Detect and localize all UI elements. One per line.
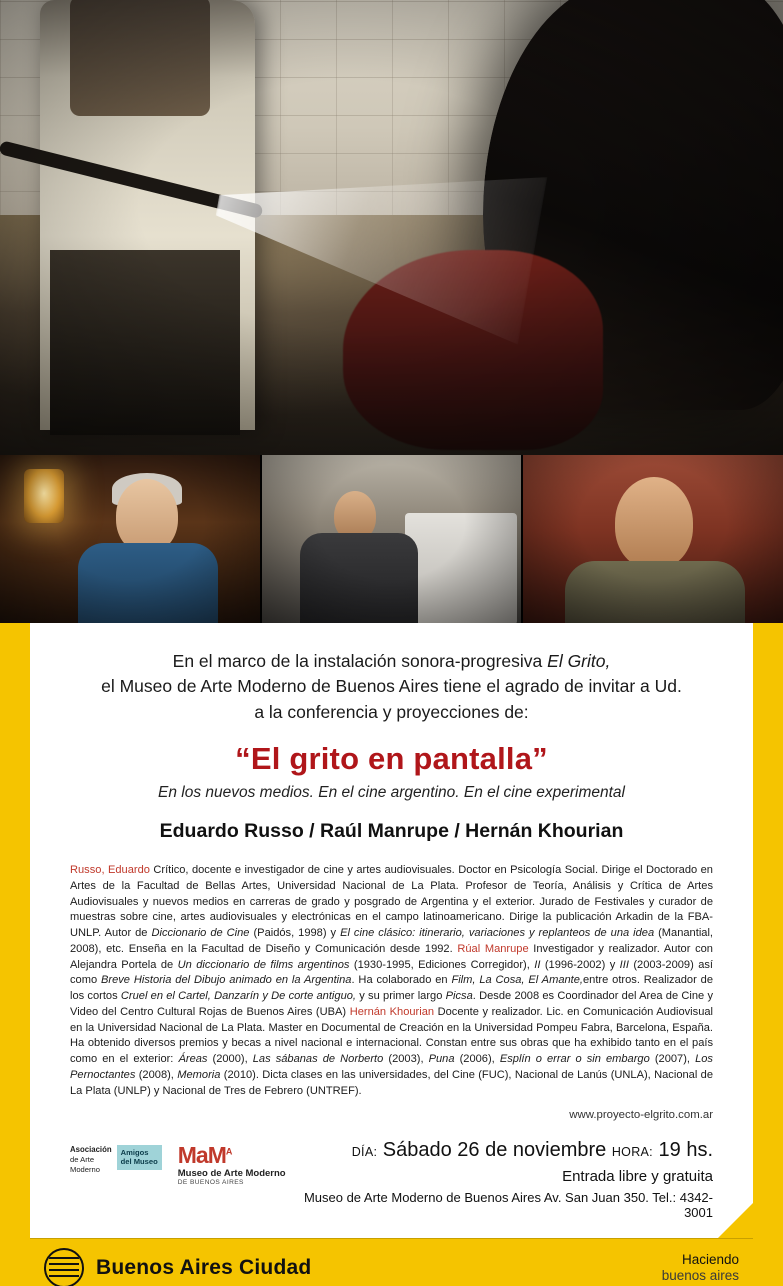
bio-text-russo-2: (Paidós, 1998) y — [249, 927, 341, 940]
time-label: HORA: — [611, 1145, 653, 1160]
buenos-aires-logo — [44, 1248, 311, 1286]
lead-line-1-text: En el marco de la instalación sonora-progresiva — [172, 651, 548, 671]
buenos-aires-mark-icon — [44, 1248, 84, 1286]
bio-text-manrupe-2: (1930-1995, Ediciones Corregidor), — [349, 958, 535, 971]
event-venue: Museo de Arte Moderno de Buenos Aires Av. San Juan 350. Tel.: 4342-3001 — [303, 1190, 713, 1221]
bio-work-memoria: Memoria — [177, 1068, 221, 1081]
bio-text-manrupe-8: . Desde 2008 es Coordinador del Area de Cine y Video del Centro Cultural Rojas de Buenos Aires (UBA) — [70, 990, 714, 1018]
event-subtitle: En los nuevos medios. En el cine argentino. En el cine experimental — [158, 784, 625, 802]
website-link[interactable]: www.proyecto-elgrito.com.ar — [569, 1109, 713, 1122]
bio-text-manrupe-1: Investigador y realizador. Autor con Alejandra Portela de — [70, 942, 713, 971]
footer-slogan — [662, 1252, 739, 1286]
bio-work-diccionario-films: Un diccionario de films argentinos — [177, 958, 350, 971]
portrait-shade — [523, 455, 783, 623]
portrait-eduardo-russo — [0, 455, 260, 623]
portrait-shade — [262, 455, 522, 623]
bio-text-khourian-3: (2003), — [383, 1053, 429, 1066]
amigos-badge-line-2: del Museo — [120, 1157, 158, 1167]
mamba-line-1: Museo de Arte Moderno — [177, 1168, 286, 1180]
bio-name-russo: Russo, Eduardo — [70, 864, 150, 877]
mamba-mark-sup: A — [225, 1146, 232, 1157]
biographies — [70, 863, 713, 1099]
time-value: 19 hs. — [658, 1139, 713, 1162]
lead-line-1 — [76, 649, 707, 674]
info-card-wrapper — [0, 623, 783, 1238]
event-title: “El grito en pantalla” — [235, 741, 548, 777]
day-label: DÍA: — [351, 1145, 378, 1160]
bio-text-khourian-2: (2000), — [207, 1053, 253, 1066]
day-value: Sábado 26 de noviembre — [382, 1139, 607, 1162]
bio-work-cine-clasico: El cine clásico: itinerario, variaciones y replanteos de una idea — [340, 927, 655, 940]
footer — [0, 1238, 783, 1286]
bio-work-picsa: Picsa — [445, 990, 473, 1003]
logo-asociacion-amigos — [70, 1145, 162, 1174]
lead-line-3: a la conferencia y proyecciones de: — [254, 701, 529, 722]
mamba-wordmark — [177, 1142, 286, 1169]
footer-slogan-line-2: buenos aires — [661, 1268, 739, 1284]
bio-text-russo-1: Crítico, docente e investigador de cine y artes audiovisuales. Doctor en Psicología Social. Dirige el Doctorado en Artes de la Facultad de Bellas Artes, Universidad Nacional de La Plata. Profesor de Teoría, Análisis y Crítica de Artes Audiovisuales y nuevos medios en carreras de grado y posgrado de Argentina y el exterior. Jurado de Festivales y curador de muestras sobre cine, artes audiovisuales y electrónicas en el campo latinoamericano. Dirige la publicación Arkadin de la FBA-UNLP. Autor de — [70, 864, 713, 940]
sponsor-logos — [70, 1139, 286, 1186]
bio-work-sabanas: Las sábanas de Norberto — [252, 1053, 384, 1066]
bio-work-diccionario-de-cine: Diccionario de Cine — [151, 927, 250, 940]
buenos-aires-label: Buenos Aires Ciudad — [96, 1256, 312, 1280]
footer-slogan-line-1: Haciendo — [681, 1251, 739, 1267]
portrait-shade — [0, 455, 260, 623]
footer-content — [0, 1248, 783, 1286]
amigos-badge-line-1: Amigos — [120, 1148, 149, 1158]
logo-amigos-text — [70, 1145, 112, 1174]
lead-paragraph — [30, 649, 753, 725]
installation-name: El Grito, — [547, 651, 611, 671]
bio-work-pernoctantes: Los Pernoctantes — [70, 1053, 713, 1081]
event-free-entry: Entrada libre y gratuita — [562, 1168, 713, 1186]
bio-work-esplin: Esplín o errar o sin embargo — [499, 1053, 650, 1066]
bio-work-ii: II — [534, 958, 541, 971]
bio-text-manrupe-3: (1996-2002) y — [540, 958, 620, 971]
bio-text-manrupe-6: entre otros. Realizador de los cortos — [70, 974, 714, 1003]
bio-work-puna: Puna — [428, 1053, 455, 1066]
logo-mamba — [177, 1142, 286, 1187]
lead-line-2: el Museo de Arte Moderno de Buenos Aires tiene el agrado de invitar a Ud. — [101, 676, 682, 697]
bio-name-manrupe: Rúal Manrupe — [457, 942, 529, 955]
event-date-line — [286, 1139, 713, 1162]
bio-text-manrupe-5: . Ha colaborado en — [351, 974, 452, 987]
bio-text-khourian-5: (2007), — [649, 1053, 696, 1066]
amigos-line-2: de Arte — [70, 1155, 95, 1165]
portrait-raul-manrupe — [262, 455, 522, 623]
portrait-hernan-khourian — [523, 455, 783, 623]
bio-text-khourian-7: (2010). Dicta clases en las universidades, del Cine (FUC), Nacional de Lanús (UNLA), Nacional de La Plata (UNLP) y Nacional de Tres de Febrero (UNTREF). — [70, 1068, 713, 1097]
bio-shorts: Cruel en el Cartel, Danzarín y De corte antiguo, — [120, 990, 356, 1003]
bio-work-breve-historia: Breve Historia del Dibujo animado en la Argentina — [101, 974, 352, 987]
portrait-strip — [0, 455, 783, 623]
bio-work-iii: III — [619, 958, 629, 971]
bio-work-areas: Áreas — [178, 1053, 208, 1066]
amigos-badge — [117, 1145, 162, 1169]
hero-vignette — [0, 0, 783, 455]
bio-text-khourian-4: (2006), — [454, 1053, 500, 1066]
amigos-line-1: Asociación — [70, 1145, 112, 1155]
hero-photo — [0, 0, 783, 455]
bio-name-khourian: Hernán Khourian — [349, 1005, 435, 1018]
bio-text-russo-3: (Manantial, 2008), etc. Enseña en la Facultad de Diseño y Comunicación desde 1992. — [70, 927, 713, 955]
mamba-line-2: DE BUENOS AIRES — [177, 1179, 244, 1187]
bio-text-khourian-6: (2008), — [135, 1068, 178, 1081]
bio-text-khourian-1: Docente y realizador. Lic. en Comunicación Audiovisual en la Universidad Nacional de La Plata. Master en Documental de Creación en la Universidad Pompeu Fabra, Barcelona, España. Ha obtenido diversos premios y becas a nivel nacional e internacional. Constan entre sus obras que ha exhibido tanto en el país como en el exterior: — [70, 1005, 714, 1066]
event-details — [286, 1139, 713, 1220]
mamba-mark-text: MaM — [177, 1142, 226, 1169]
card-bottom — [30, 1139, 753, 1220]
speakers-list: Eduardo Russo / Raúl Manrupe / Hernán Khourian — [159, 820, 624, 843]
amigos-line-3: Moderno — [70, 1164, 100, 1174]
footer-divider — [30, 1238, 753, 1239]
bio-magazines: Film, La Cosa, El Amante, — [451, 974, 584, 987]
bio-text-manrupe-4: (2003-2009) así como — [70, 958, 713, 987]
bio-text-manrupe-7: y su primer largo — [356, 990, 446, 1003]
info-card — [30, 623, 753, 1238]
